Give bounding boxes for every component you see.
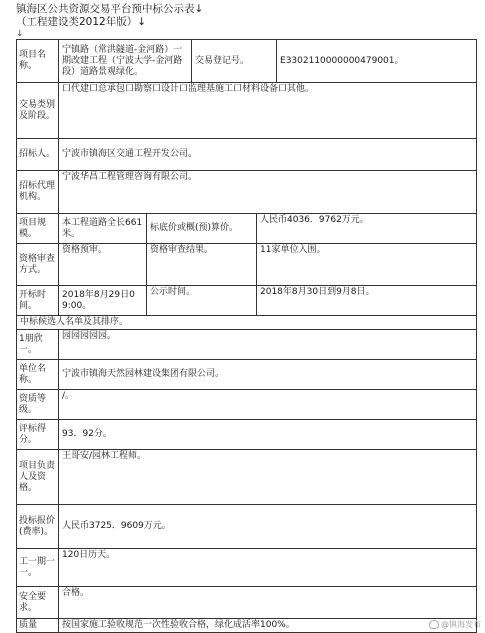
tenderer-value: 宁波市镇海区交通工程开发公司。 bbox=[59, 139, 477, 171]
row-scale bbox=[17, 214, 477, 244]
category-value: 口代建口总承包口勘察口设计口监理基施工口材料设备口其他。 bbox=[59, 83, 477, 139]
document-subtitle: （工程建设类2012年版）↓ bbox=[16, 16, 147, 28]
row-project bbox=[17, 40, 477, 83]
qualification-label: 资质等级。 bbox=[17, 390, 59, 420]
project-name-value: 宁镇路（常洪隧道-金河路）一期改建工程（宁波大学-金河路段）道路景观绿化。 bbox=[59, 40, 192, 83]
row-manager bbox=[17, 450, 477, 505]
document-title: 镇海区公共资源交易平台预中标公示表↓ bbox=[16, 3, 204, 15]
quality-value: 按国家施工验收规范一次性验收合格，绿化成活率100%。 bbox=[59, 619, 477, 633]
review-result-label: 资格审查结果。 bbox=[147, 244, 257, 286]
score-value: 93．92分。 bbox=[59, 420, 477, 450]
rank1-value: 园园园园园。 bbox=[59, 330, 477, 360]
row-quality bbox=[17, 619, 477, 633]
watermark bbox=[429, 619, 481, 630]
registration-value: E3302110000000479001。 bbox=[277, 40, 477, 83]
manager-label: 项目负责人及资格。 bbox=[17, 450, 59, 505]
period-value: 120日历天。 bbox=[59, 549, 477, 587]
watermark-text: @镇海发布 bbox=[441, 620, 481, 629]
qualification-value: /。 bbox=[59, 390, 477, 420]
candidates-header: 中标候选人名单及其排序。 bbox=[17, 316, 477, 330]
registration-label: 交易登记号。 bbox=[192, 40, 277, 83]
category-label: 交易类别及阶段。 bbox=[17, 83, 59, 139]
safety-label: 安全要求。 bbox=[17, 587, 59, 619]
review-method-label: 资格审查方式。 bbox=[17, 244, 59, 286]
bid-value: 人民币3725．9609万元。 bbox=[59, 505, 477, 549]
agency-value: 宁波华昌工程管理咨询有限公司。 bbox=[59, 171, 477, 214]
row-safety bbox=[17, 587, 477, 619]
row-time bbox=[17, 286, 477, 316]
safety-value: 合格。 bbox=[59, 587, 477, 619]
bid-publicity-table bbox=[16, 39, 477, 633]
agency-label: 招标代理机构。 bbox=[17, 171, 59, 214]
publicity-time-label: 公示时间。 bbox=[147, 286, 257, 316]
row-candidates-header bbox=[17, 316, 477, 330]
row-company bbox=[17, 360, 477, 390]
row-rank1 bbox=[17, 330, 477, 360]
row-qualification bbox=[17, 390, 477, 420]
price-value: 人民币4036．9762万元。 bbox=[257, 214, 477, 244]
tenderer-label: 招标人。 bbox=[17, 139, 59, 171]
row-tenderer bbox=[17, 139, 477, 171]
rank1-label: 1朋欣一。 bbox=[17, 330, 59, 360]
row-score bbox=[17, 420, 477, 450]
period-label: 工一期一一。 bbox=[17, 549, 59, 587]
scale-value: 本工程道路全长661米。 bbox=[59, 214, 147, 244]
bid-label: 投标报价(费率)。 bbox=[17, 505, 59, 549]
company-label: 单位名称。 bbox=[17, 360, 59, 390]
price-label: 标底价或概(预)算价。 bbox=[147, 214, 257, 244]
paragraph-mark: ↓ bbox=[16, 29, 24, 39]
project-name-label: 项目名称。 bbox=[17, 40, 59, 83]
review-method-value: 资格预审。 bbox=[59, 244, 147, 286]
weibo-icon bbox=[429, 620, 439, 629]
row-bid bbox=[17, 505, 477, 549]
publicity-time-value: 2018年8月30日到9月8日。 bbox=[257, 286, 477, 316]
manager-value: 王哥安/园林工程师。 bbox=[59, 450, 477, 505]
row-category bbox=[17, 83, 477, 139]
score-label: 评标得分。 bbox=[17, 420, 59, 450]
scale-label: 项目规模。 bbox=[17, 214, 59, 244]
row-agency bbox=[17, 171, 477, 214]
quality-label: 质量 bbox=[17, 619, 59, 633]
open-time-value: 2018年8月29日09:00。 bbox=[59, 286, 147, 316]
row-period bbox=[17, 549, 477, 587]
open-time-label: 开标时间。 bbox=[17, 286, 59, 316]
row-review bbox=[17, 244, 477, 286]
company-value: 宁波市镇海天然园林建设集团有限公司。 bbox=[59, 360, 477, 390]
review-result-value: 11家单位入围。 bbox=[257, 244, 477, 286]
